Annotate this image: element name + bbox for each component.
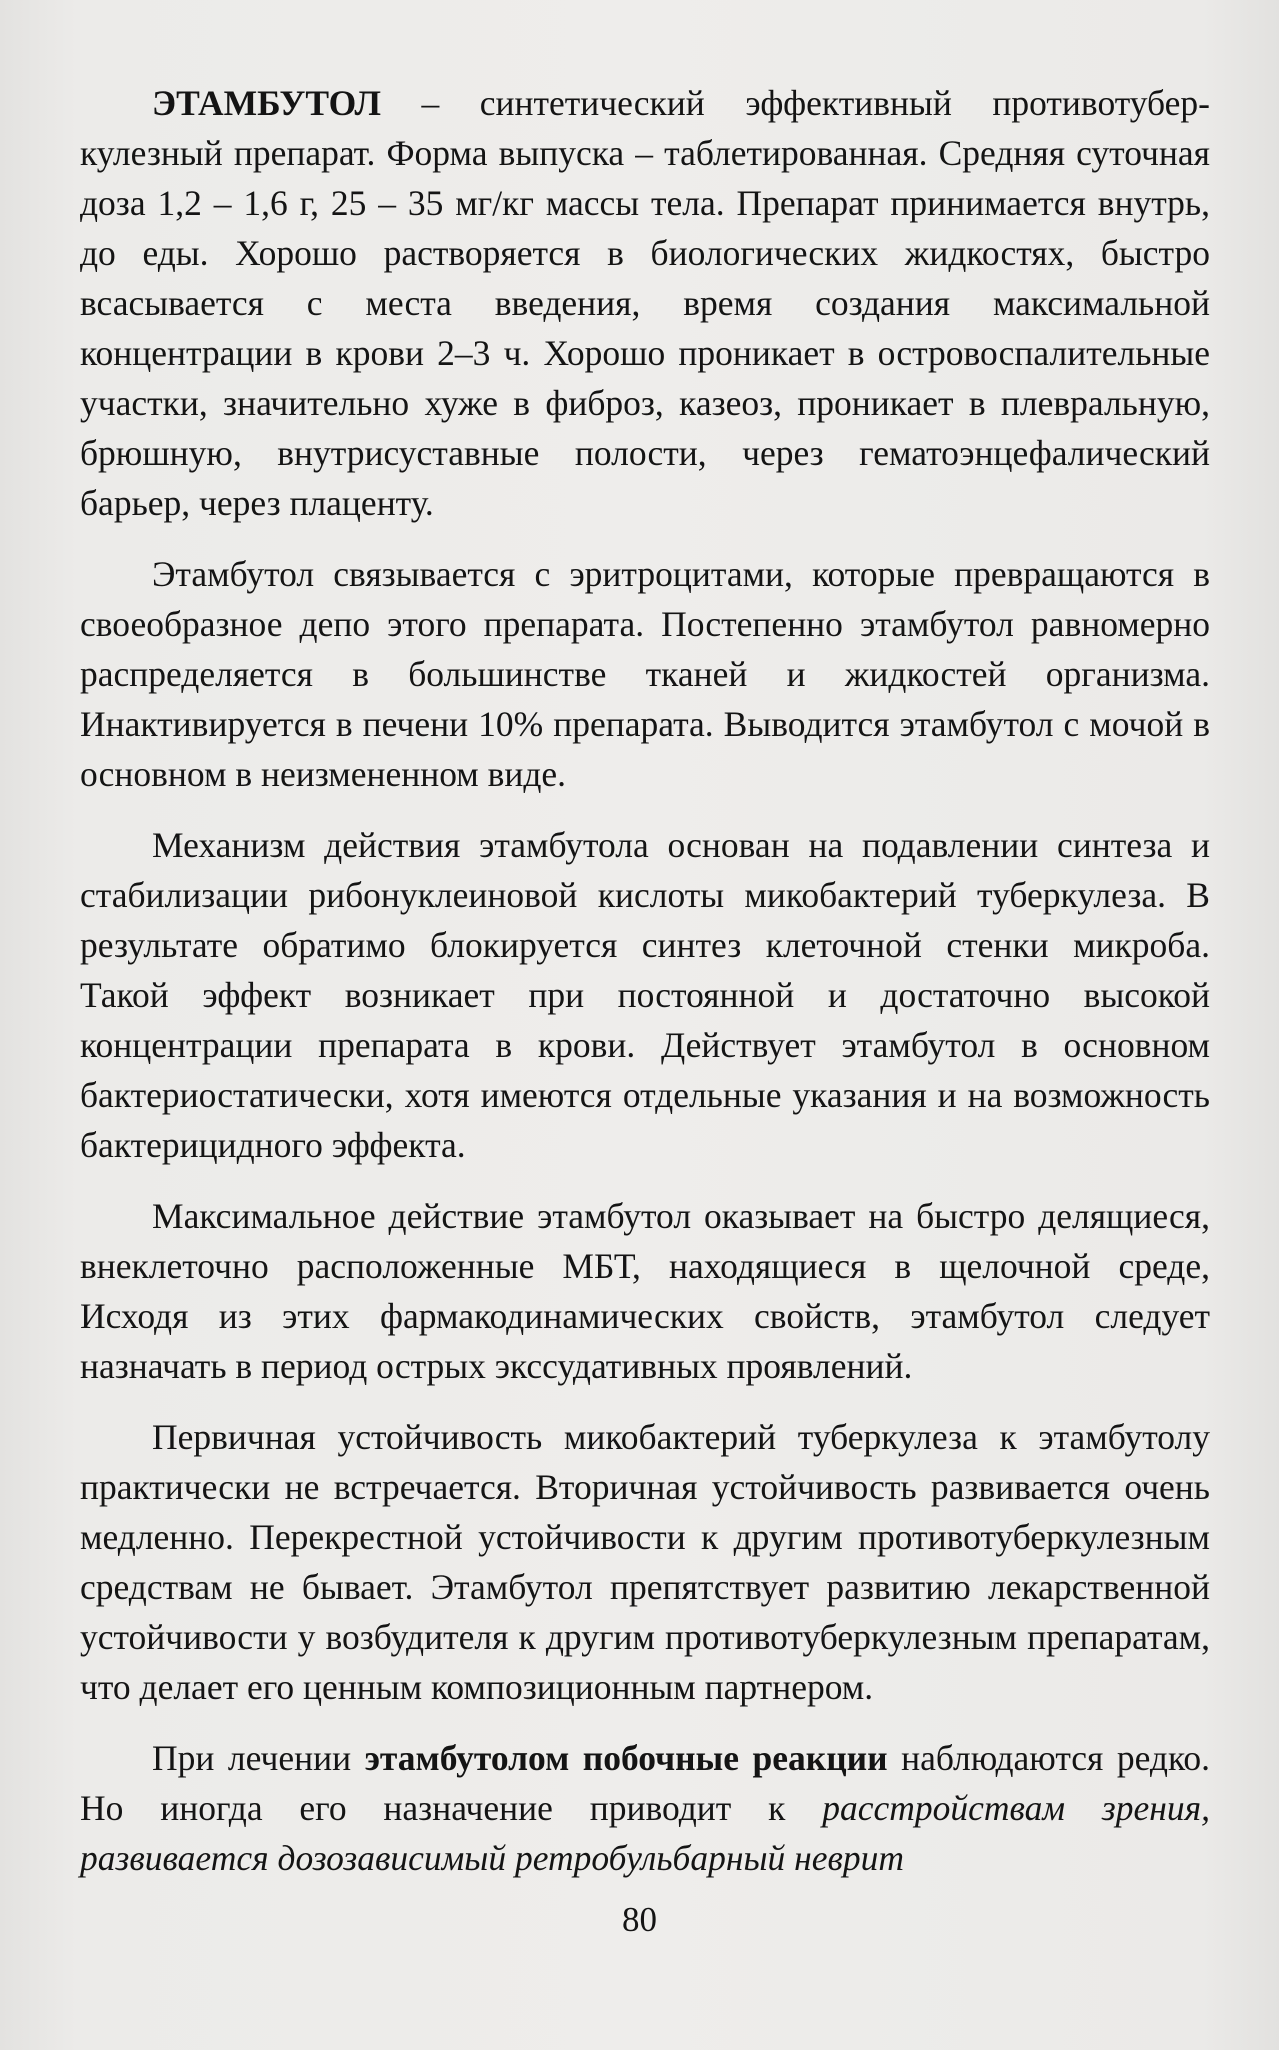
term-ethambutol-heading: ЭТАМБУТОЛ — [152, 83, 381, 123]
paragraph-text: Механизм действия этамбутола основан на подавлении синтеза и стабилизации рибонуклеиновой кислоты микобактерий туберкулеза. В результате обратимо блокируется синтез клеточной стенки микроба. Такой эффект возникает при постоянной и достаточно высокой концентрации препарата в крови. Действует этамбутол в основном бактериостатически, хотя имеются отдельные указания и на возможность бактерицидного эффекта. — [80, 825, 1210, 1165]
page-text — [80, 78, 1210, 1904]
paragraph-text: Этамбутол связывается с эритроцитами, которые превращаются в своеобразное депо этого препарата. Постепенно этамбутол равномерно распределяется в большинстве тканей и жидкостей организма. Инактивируется в печени 10% препарата. Выводится этамбутол с мочой в основном в неизмененном виде. — [80, 554, 1210, 794]
paragraph-text: Максимальное действие этамбутол оказывает на быстро делящиеся, внеклеточно расположенные МБТ, находящиеся в щелочной среде, Исходя из этих фармакодинамических свойств, этамбутол следует назначать в период острых экссудативных проявлений. — [80, 1196, 1210, 1386]
paragraph-text: наблюдаются редко. Но иногда его назначение приводит к — [80, 1738, 1211, 1828]
paragraph-ethambutol-intro — [80, 78, 1210, 528]
italic-phrase-vision: расстройствам зрения, развивается дозозависимый ретробульбарный неврит — [80, 1788, 1210, 1878]
paragraph-text: Первичная устойчивость микобактерий туберкулеза к этамбутолу практически не встречается. Вторичная устойчивость развивается очень медленно. Перекрестной устойчивости к другим противотуберкулезным средствам не бывает. Этамбутол препятствует развитию лекарственной устойчивости у возбудителя к другим противотуберкулезным препаратам, что делает его ценным композиционным партнером. — [80, 1417, 1210, 1707]
paragraph-resistance — [80, 1412, 1210, 1712]
paragraph-side-effects — [80, 1733, 1210, 1883]
paragraph-max-action — [80, 1191, 1210, 1391]
paragraph-text: При лечении — [152, 1738, 365, 1778]
page-number: 80 — [622, 1900, 657, 1939]
paragraph-text: – синтетический эффективный противотуберкулезный препарат. Форма выпуска – таблетированная. Средняя суточная доза 1,2 – 1,6 г, 25 – 35 мг/кг массы тела. Препарат принимается внутрь, до еды. Хорошо растворяется в биологических жидкостях, быстро всасывается с места введения, время создания максимальной концентрации в крови 2–3 ч. Хорошо проникает в островоспалительные участки, значительно хуже в фиброз, казеоз, проникает в плевральную, брюшную, внутрисуставные полости, через гематоэнцефалический барьер, через плаценту. — [80, 83, 1210, 523]
paragraph-distribution — [80, 549, 1210, 799]
bold-phrase-side-effects: этамбутолом побочные реакции — [364, 1738, 888, 1778]
paragraph-mechanism — [80, 820, 1210, 1170]
